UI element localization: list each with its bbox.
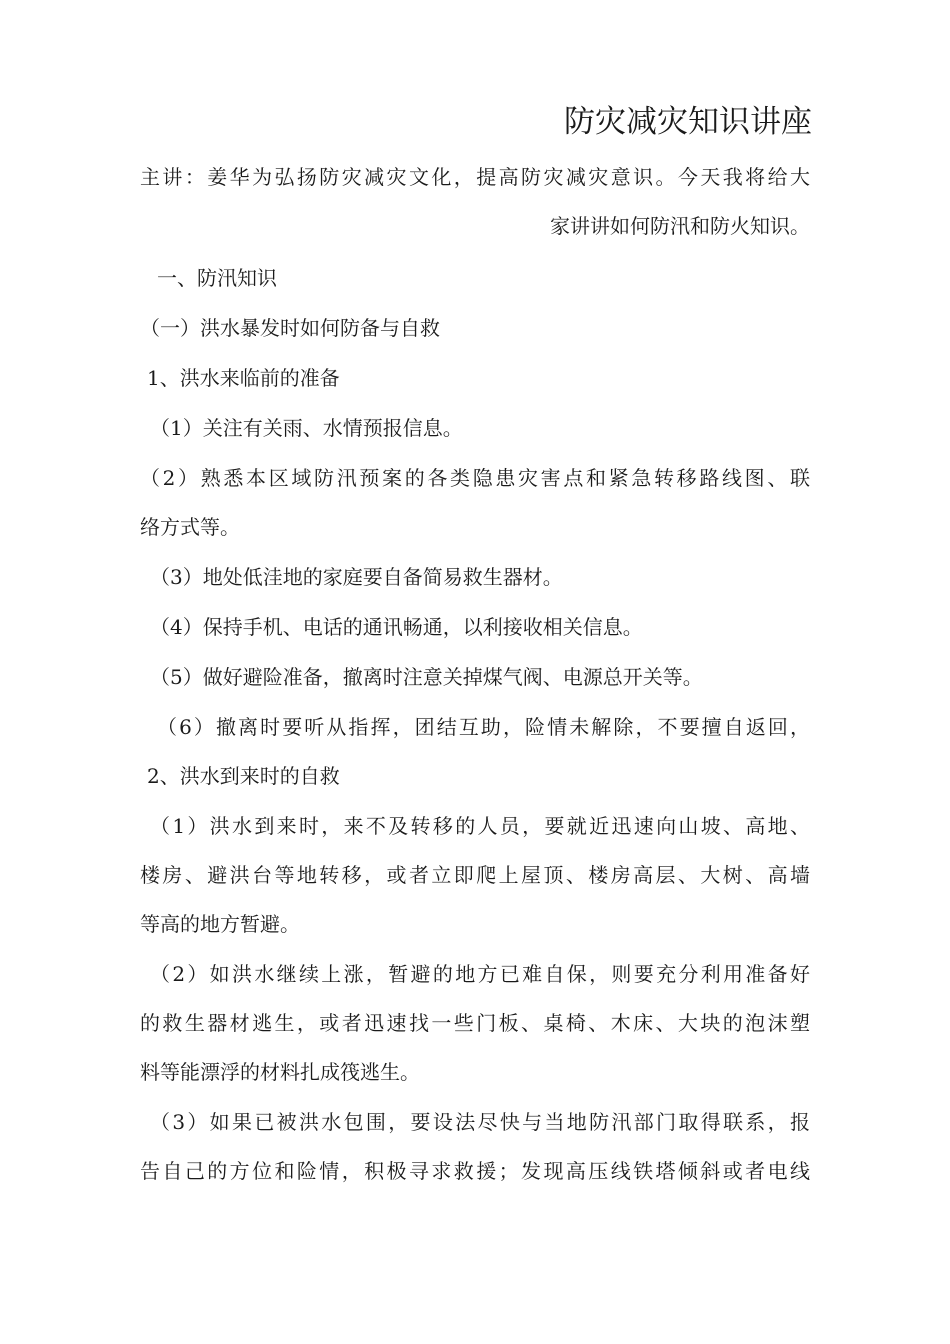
- prep-item-4: （4）保持手机、电话的通讯畅通，以利接收相关信息。: [150, 615, 643, 639]
- rescue-item-1-line-2: 楼房、避洪台等地转移，或者立即爬上屋顶、楼房高层、大树、高墙: [140, 863, 810, 887]
- item-heading-rescue: 2、洪水到来时的自救: [147, 764, 340, 788]
- prep-item-5: （5）做好避险准备，撤离时注意关掉煤气阀、电源总开关等。: [150, 665, 703, 689]
- rescue-item-2-line-2: 的救生器材逃生，或者迅速找一些门板、桌椅、木床、大块的泡沫塑: [140, 1011, 810, 1035]
- rescue-item-3-line-2: 告自己的方位和险情，积极寻求救援；发现高压线铁塔倾斜或者电线: [140, 1159, 810, 1183]
- prep-item-2-line-1: （2）熟悉本区域防汛预案的各类隐患灾害点和紧急转移路线图、联: [140, 466, 810, 490]
- rescue-item-1-line-1: （1）洪水到来时，来不及转移的人员，要就近迅速向山坡、高地、: [150, 814, 810, 838]
- section-heading-flood: 一、防汛知识: [157, 266, 277, 290]
- item-heading-preparation: 1、洪水来临前的准备: [147, 366, 340, 390]
- rescue-item-2-line-1: （2）如洪水继续上涨，暂避的地方已难自保，则要充分利用准备好: [150, 962, 810, 986]
- prep-item-6: （6）撤离时要听从指挥，团结互助，险情未解除，不要擅自返回，: [157, 715, 810, 739]
- document-title: 防灾减灾知识讲座: [564, 104, 812, 140]
- rescue-item-3-line-1: （3）如果已被洪水包围，要设法尽快与当地防汛部门取得联系，报: [150, 1110, 810, 1134]
- rescue-item-1-line-3: 等高的地方暂避。: [140, 912, 300, 936]
- rescue-item-2-line-3: 料等能漂浮的材料扎成筏逃生。: [140, 1060, 420, 1084]
- intro-line-2: 家讲讲如何防汛和防火知识。: [550, 214, 810, 238]
- prep-item-2-line-2: 络方式等。: [140, 515, 240, 539]
- subsection-heading-flood-rescue: （一）洪水暴发时如何防备与自救: [140, 316, 440, 340]
- prep-item-1: （1）关注有关雨、水情预报信息。: [150, 416, 463, 440]
- intro-line-1: 主讲：姜华为弘扬防灾减灾文化，提高防灾减灾意识。今天我将给大: [140, 165, 810, 189]
- prep-item-3: （3）地处低洼地的家庭要自备简易救生器材。: [150, 565, 563, 589]
